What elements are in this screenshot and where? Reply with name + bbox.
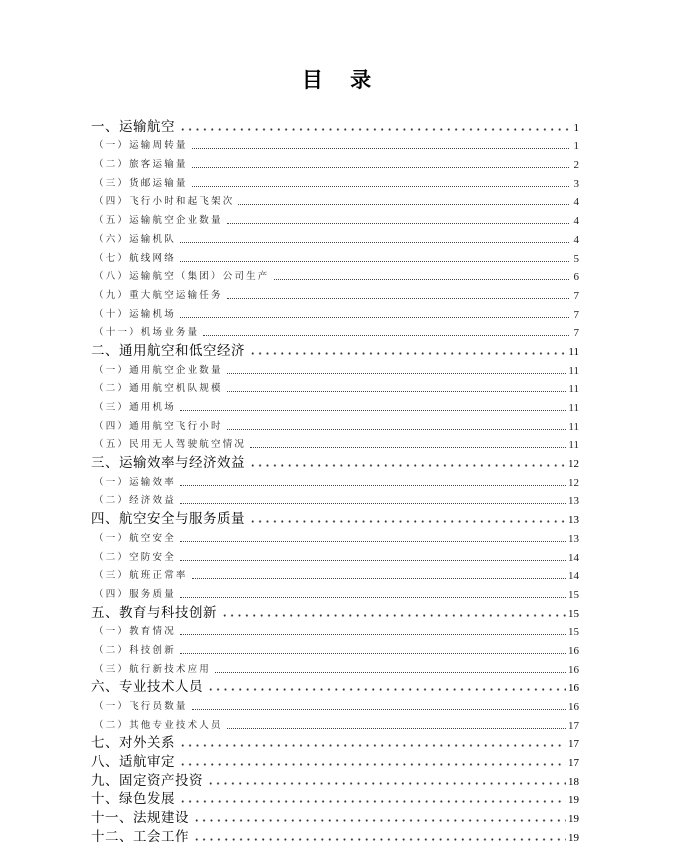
dot-leader [180,316,569,318]
toc-section-entry[interactable] [91,415,579,434]
toc-entry-label: 十二、工会工作 [91,828,189,845]
dot-leader [207,688,566,691]
toc-page-number: 3 [573,177,579,190]
toc-section-entry[interactable] [91,284,579,303]
toc-page-number: 19 [568,794,579,807]
toc-entry-label: 七、对外关系 [91,735,175,752]
toc-entry-label: （五）民用无人驾驶航空情况 [94,439,247,451]
toc-entry-label: （一）通用航空企业数量 [94,364,223,376]
dot-leader [274,278,569,280]
toc-entry-label: （二）旅客运输量 [94,159,188,171]
toc-entry-label: 十一、法规建设 [91,810,189,827]
toc-entry-label: （三）航行新技术应用 [94,663,212,675]
toc-section-entry[interactable] [91,303,579,322]
toc-entry-label: （四）服务质量 [94,588,176,600]
toc-section-entry[interactable] [91,135,579,154]
toc-page-number: 5 [573,252,579,265]
toc-entry-label: （八）运输航空（集团）公司生产 [94,271,270,283]
toc-page-number: 11 [568,383,579,396]
toc-section-entry[interactable] [91,639,579,658]
toc-entry-label: 九、固定资产投资 [91,772,203,789]
toc-page-number: 17 [568,719,579,732]
toc-section-entry[interactable] [91,322,579,341]
toc-page-number: 2 [573,159,579,172]
toc-section-entry[interactable] [91,714,579,733]
dot-leader [180,484,566,486]
dot-leader [249,520,566,523]
toc-page-number: 11 [568,345,579,358]
dot-leader [180,596,566,598]
toc-section-entry[interactable] [91,695,579,714]
dot-leader [179,744,566,747]
dot-leader [221,614,566,617]
toc-page-number: 4 [573,233,579,246]
toc-chapter-entry[interactable] [91,452,579,471]
toc-page-number: 14 [568,570,579,583]
toc-chapter-entry[interactable] [91,508,579,527]
toc-section-entry[interactable] [91,583,579,602]
toc-entry-label: 一、运输航空 [91,118,175,135]
toc-section-entry[interactable] [91,228,579,247]
dot-leader [203,334,569,336]
toc-chapter-entry[interactable] [91,677,579,696]
toc-page-number: 14 [568,551,579,564]
dot-leader [227,390,567,392]
dot-leader [180,241,569,243]
toc-entry-label: （十一）机场业务量 [94,327,200,339]
toc-entry-label: （一）飞行员数量 [94,701,188,712]
dot-leader [192,166,569,168]
toc-page-number: 6 [573,271,579,284]
toc-chapter-entry[interactable] [91,751,579,770]
toc-entry-label: （一）运输效率 [94,476,176,488]
toc-section-entry[interactable] [91,658,579,677]
toc-page-number: 7 [573,289,579,302]
dot-leader [179,800,566,803]
toc-entry-label: （五）运输航空企业数量 [94,215,223,227]
toc-entry-label: 三、运输效率与经济效益 [91,455,245,472]
toc-section-entry[interactable] [91,153,579,172]
toc-page-number: 17 [568,738,579,751]
toc-page-number: 11 [568,402,579,414]
toc-entry-label: （一）航空安全 [94,532,176,544]
dot-leader [250,446,566,448]
toc-entry-label: （六）运输机队 [94,233,176,245]
toc-entry-label: （二）空防安全 [94,551,176,563]
toc-entry-label: （二）通用航空机队规模 [94,383,223,395]
toc-section-entry[interactable] [91,527,579,546]
dot-leader [207,782,566,785]
dot-leader [192,577,566,579]
toc-page-number: 18 [568,775,579,788]
dot-leader [238,203,569,205]
dot-leader [227,372,567,374]
dot-leader [180,260,569,262]
toc-chapter-entry[interactable] [91,807,579,826]
dot-leader [227,727,566,729]
toc-page-number: 7 [573,327,579,340]
dot-leader [179,128,569,131]
dot-leader [180,652,566,654]
toc-entry-label: （四）通用航空飞行小时 [94,420,223,432]
toc-section-entry[interactable] [91,471,579,490]
toc-section-entry[interactable] [91,621,579,640]
dot-leader [192,708,566,710]
toc-page-number: 17 [568,757,579,770]
toc-page-number: 19 [568,813,579,826]
dot-leader [249,352,566,355]
toc-entry-label: （一）运输周转量 [94,140,188,152]
toc-page-number: 12 [568,476,579,489]
toc-entry-label: 二、通用航空和低空经济 [91,342,245,359]
toc-chapter-entry[interactable] [91,770,579,789]
toc-entry-label: （二）科技创新 [94,644,176,656]
toc-page-number: 13 [568,532,579,545]
toc-section-entry[interactable] [91,359,579,378]
toc-entry-label: （三）货邮运输量 [94,177,188,189]
toc-page-number: 13 [568,514,579,527]
toc-section-entry[interactable] [91,378,579,397]
toc-chapter-entry[interactable] [91,602,579,621]
toc-entry-label: 五、教育与科技创新 [91,604,217,621]
toc-entry-label: 六、专业技术人员 [91,679,203,696]
toc-entry-label: 十、绿色发展 [91,791,175,808]
toc-section-entry[interactable] [91,266,579,285]
dot-leader [180,540,566,542]
dot-leader [180,409,567,411]
toc-section-entry[interactable] [91,172,579,191]
toc-chapter-entry[interactable] [91,116,579,135]
dot-leader [227,428,567,430]
toc-page-number: 15 [568,588,579,601]
toc-page-number: 4 [573,196,579,209]
toc-section-entry[interactable] [91,191,579,210]
table-of-contents [91,116,579,845]
toc-page-number: 15 [568,626,579,639]
toc-page-number: 13 [568,495,579,508]
page-title: 目 录 [301,68,382,92]
toc-entry-label: （七）航线网络 [94,252,176,264]
toc-entry-label: （四）飞行小时和起飞架次 [94,196,235,208]
dot-leader [192,147,569,149]
toc-page-number: 4 [573,215,579,228]
toc-page-number: 7 [573,308,579,321]
toc-entry-label: （二）经济效益 [94,495,176,507]
toc-page-number: 16 [568,663,579,676]
toc-page-number: 11 [568,364,579,377]
toc-section-entry[interactable] [91,247,579,266]
toc-entry-label: （二）其他专业技术人员 [94,719,223,731]
dot-leader [215,671,566,673]
dot-leader [179,763,566,766]
dot-leader [192,185,569,187]
toc-page-number: 11 [568,439,579,452]
toc-page-number: 12 [568,458,579,471]
toc-entry-label: 四、航空安全与服务质量 [91,511,245,528]
dot-leader [193,819,566,822]
toc-section-entry[interactable] [91,209,579,228]
toc-page-number: 19 [568,831,579,844]
toc-section-entry[interactable] [91,546,579,565]
toc-entry-label: （三）通用机场 [94,402,176,413]
toc-page-number: 1 [573,121,579,134]
toc-section-entry[interactable] [91,396,579,415]
dot-leader [227,297,569,299]
toc-page-number: 11 [568,420,579,433]
dot-leader [227,222,569,224]
toc-page-number: 16 [568,701,579,713]
toc-section-entry[interactable] [91,490,579,509]
toc-page-number: 16 [568,644,579,657]
toc-chapter-entry[interactable] [91,733,579,752]
dot-leader [180,502,566,504]
toc-chapter-entry[interactable] [91,826,579,845]
toc-entry-label: 八、适航审定 [91,754,175,771]
dot-leader [180,559,566,561]
toc-section-entry[interactable] [91,565,579,584]
toc-page-number: 1 [573,140,579,153]
toc-entry-label: （九）重大航空运输任务 [94,289,223,301]
dot-leader [180,633,566,635]
dot-leader [193,838,566,841]
dot-leader [249,464,566,467]
toc-entry-label: （十）运输机场 [94,308,176,320]
toc-chapter-entry[interactable] [91,789,579,808]
toc-entry-label: （三）航班正常率 [94,570,188,582]
toc-entry-label: （一）教育情况 [94,626,176,638]
toc-chapter-entry[interactable] [91,340,579,359]
toc-page-number: 15 [568,607,579,620]
toc-page-number: 16 [568,682,579,695]
toc-section-entry[interactable] [91,434,579,453]
